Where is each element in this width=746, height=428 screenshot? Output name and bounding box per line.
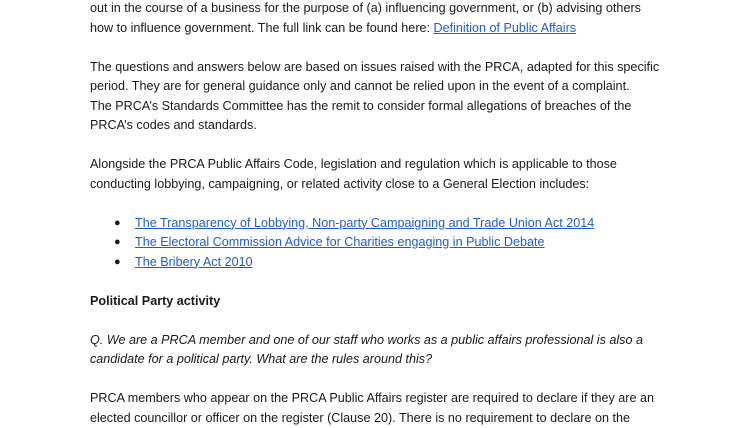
- list-item: [114, 233, 680, 253]
- alongside-line: conducting lobbying, campaigning, or related activity close to a General Election includes:: [90, 176, 590, 191]
- paragraph-spacer: [90, 38, 680, 58]
- bullet-icon: ●: [114, 255, 121, 268]
- definition-of-public-affairs-link[interactable]: Definition of Public Affairs: [433, 20, 577, 35]
- qa-line: PRCA’s codes and standards.: [90, 118, 257, 132]
- intro-paragraph: [90, 0, 680, 38]
- paragraph-spacer: [90, 194, 680, 214]
- legislation-link-list: [90, 214, 680, 273]
- qa-line: period. They are for general guidance only and cannot be relied upon in the event of a complaint.: [90, 79, 630, 93]
- qa-line: The PRCA’s Standards Committee has the remit to consider formal allegations of breaches of the: [90, 98, 632, 113]
- list-item: [114, 253, 680, 273]
- qa-intro-paragraph: [90, 58, 680, 136]
- paragraph-spacer: [90, 136, 680, 156]
- bullet-icon: ●: [114, 216, 121, 229]
- paragraph-spacer: [90, 311, 680, 331]
- bullet-icon: ●: [114, 236, 121, 248]
- electoral-commission-advice-link[interactable]: The Electoral Commission Advice for Charities engaging in Public Debate: [135, 235, 545, 249]
- answer-paragraph: [90, 389, 680, 428]
- question-paragraph: [90, 331, 680, 370]
- intro-line-2-prefix: how to influence government. The full link can be found here:: [90, 20, 434, 35]
- alongside-paragraph: [90, 155, 680, 194]
- section-heading: Political Party activity: [90, 293, 221, 308]
- answer-line: elected councillor or officer on the register (Clause 20). There is no requirement to declare on the: [90, 410, 630, 425]
- answer-line: PRCA members who appear on the PRCA Public Affairs register are required to declare if they are an: [90, 391, 654, 405]
- transparency-of-lobbying-act-link[interactable]: The Transparency of Lobbying, Non-party Campaigning and Trade Union Act 2014: [135, 215, 595, 230]
- qa-line: The questions and answers below are based on issues raised with the PRCA, adapted for this specific: [90, 59, 660, 74]
- list-item: [114, 214, 680, 234]
- question-line: candidate for a political party. What are the rules around this?: [90, 352, 433, 366]
- paragraph-spacer: [90, 370, 680, 390]
- bribery-act-link[interactable]: The Bribery Act 2010: [135, 254, 253, 269]
- paragraph-spacer: [90, 272, 680, 292]
- question-line: Q. We are a PRCA member and one of our staff who works as a public affairs professional is also a: [90, 332, 643, 347]
- intro-line-1: out in the course of a business for the purpose of (a) influencing government, or (b) advising others: [90, 1, 641, 15]
- alongside-line: Alongside the PRCA Public Affairs Code, legislation and regulation which is applicable to those: [90, 157, 617, 171]
- document-page: [90, 0, 680, 428]
